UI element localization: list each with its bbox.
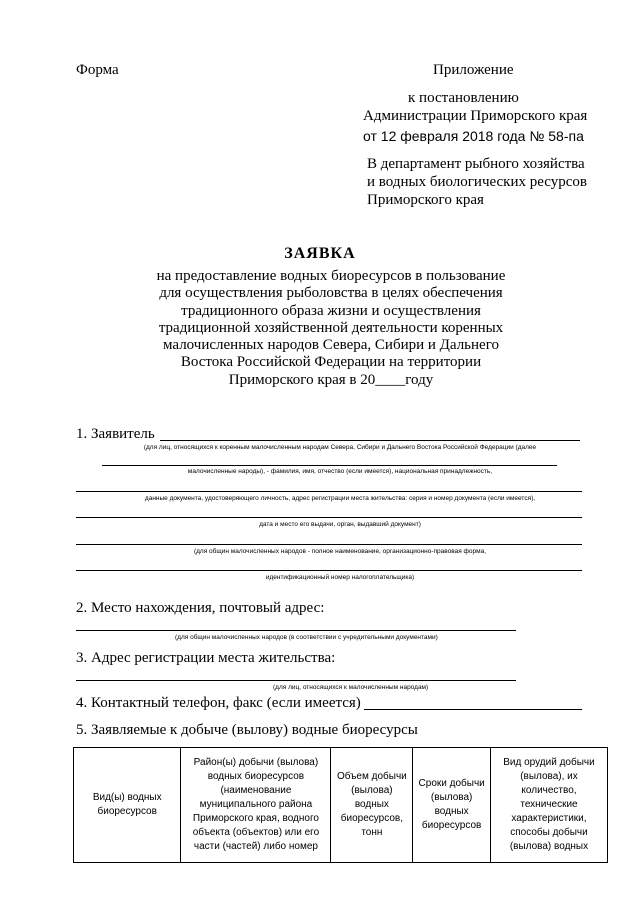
addressee-line-3: Приморского края — [367, 192, 484, 208]
subtitle-line: на предоставление водных биоресурсов в пользование — [156, 268, 506, 284]
section-1-hint-3: данные документа, удостоверяющего личность, адрес регистрации места жительства: серия и номер документа (если имеется), — [144, 495, 536, 502]
section-3-label: 3. Адрес регистрации места жительства: — [76, 650, 336, 666]
residence-field-line[interactable] — [76, 680, 516, 681]
section-1-hint-2: малочисленные народы), - фамилия, имя, отчество (если имеется), национальная принадлежность, — [187, 468, 493, 475]
section-1-hint-1: (для лиц, относящихся к коренным малочисленным народам Севера, Сибири и Дальнего Востока Российской Федерации (далее — [143, 444, 537, 451]
applicant-field-line[interactable] — [76, 570, 582, 571]
header-cell-gear: Вид орудий добычи (вылова), их количество, технические характеристики, способы добычи (вылова) водных — [490, 748, 607, 863]
resolution-line-2: Администрации Приморского края — [363, 108, 588, 124]
subtitle-line: для осуществления рыболовства в целях обеспечения — [159, 285, 503, 302]
section-1-hint-6: идентификационный номер налогоплательщика) — [265, 574, 415, 581]
header-cell-species: Вид(ы) водных биоресурсов — [74, 748, 181, 863]
form-label: Форма — [76, 62, 119, 78]
subtitle-line: Приморского края в 20____году — [228, 371, 434, 388]
document-subtitle — [0, 268, 640, 389]
applicant-field-line[interactable] — [76, 491, 582, 492]
section-1-label: 1. Заявитель — [76, 426, 155, 442]
addressee-line-2: и водных биологических ресурсов — [367, 174, 587, 190]
subtitle-line: Востока Российской Федерации на территории — [180, 354, 482, 371]
address-field-line[interactable] — [76, 630, 516, 631]
header-cell-volume: Объем добычи (вылова) водных биоресурсов, тонн — [331, 748, 413, 863]
appendix-label: Приложение — [433, 62, 514, 78]
section-5-label: 5. Заявляемые к добыче (вылову) водные биоресурсы — [76, 722, 418, 738]
phone-field-line[interactable] — [364, 709, 582, 710]
section-1-hint-4: дата и место его выдачи, орган, выдавший документ) — [259, 521, 421, 528]
document-title: ЗАЯВКА — [284, 245, 356, 262]
resolution-line-1: к постановлению — [408, 90, 519, 106]
addressee-line-1: В департамент рыбного хозяйства — [367, 156, 585, 172]
applicant-field-line[interactable] — [76, 517, 582, 518]
header-cell-area: Район(ы) добычи (вылова) водных биоресурсов (наименование муниципального района Приморского края, водного объекта (объектов) или его части (частей) либо номер — [181, 748, 331, 863]
resolution-line-3: от 12 февраля 2018 года № 58-па — [363, 128, 584, 144]
applicant-field-line[interactable] — [76, 544, 582, 545]
applicant-field-line[interactable] — [102, 465, 557, 466]
header-cell-period: Сроки добычи (вылова) водных биоресурсов — [413, 748, 491, 863]
section-4-label: 4. Контактный телефон, факс (если имеется) — [76, 695, 361, 711]
subtitle-line: традиционной хозяйственной деятельности коренных — [158, 319, 504, 336]
section-1-hint-5: (для общин малочисленных народов - полное наименование, организационно-правовая форма, — [193, 548, 487, 555]
table-header-row — [74, 748, 608, 863]
applicant-field-line[interactable] — [160, 440, 580, 441]
section-3-hint: (для лиц, относящихся к малочисленным народам) — [273, 684, 429, 691]
bioresources-table — [73, 747, 608, 863]
section-2-label: 2. Место нахождения, почтовый адрес: — [76, 600, 325, 616]
section-2-hint: (для общин малочисленных народов (в соответствии с учредительными документами) — [175, 634, 438, 641]
subtitle-line: малочисленных народов Севера, Сибири и Дальнего — [163, 337, 499, 354]
subtitle-line: традиционного образа жизни и осуществления — [181, 302, 481, 319]
